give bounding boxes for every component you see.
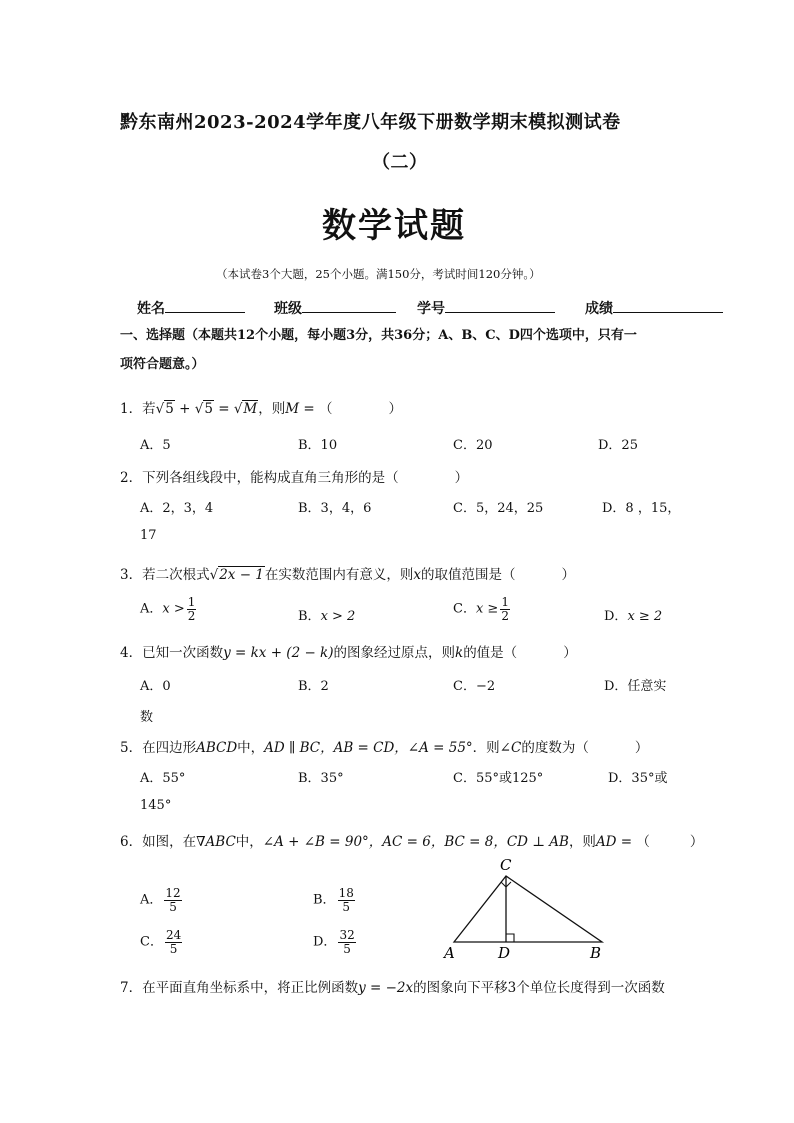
q3-option-c[interactable] <box>453 596 512 622</box>
q4-option-d-continued: 数 <box>140 710 154 725</box>
q6-option-d[interactable] <box>313 929 358 955</box>
section-heading-line-1: 一、选择题（本题共12个小题，每小题3分，共36分；A、B、C、D四个选项中，只有一 <box>120 328 637 343</box>
q3-b-label: B． <box>298 609 321 624</box>
score-blank[interactable] <box>613 298 723 313</box>
q4-number: 4． <box>120 645 143 661</box>
q3-b-expr: x > 2 <box>320 609 356 624</box>
question-7 <box>120 976 665 996</box>
q7-text-a: 在平面直角坐标系中，将正比例函数 <box>142 980 359 996</box>
q2-option-a[interactable]: A．2，3，4 <box>140 501 214 516</box>
vertex-label-d: D <box>498 944 511 962</box>
denominator: 5 <box>169 941 178 956</box>
q5-conditions: AD ∥ BC，AB = CD，∠A = 55° <box>264 740 473 756</box>
q7-number: 7． <box>120 980 143 996</box>
q4-text-a: 已知一次函数 <box>142 645 224 661</box>
q3-number: 3． <box>120 567 143 583</box>
exam-note: （本试卷3个大题，25个小题。满150分，考试时间120分钟。） <box>216 267 541 281</box>
q4-text-c: 的值是（ <box>463 645 518 661</box>
q5-text-d: 的度数为（ <box>521 740 589 756</box>
score-field <box>585 298 723 318</box>
q6-b-label: B． <box>313 892 336 908</box>
numerator: 1 <box>501 595 509 609</box>
question-4 <box>120 641 577 661</box>
denominator: 5 <box>343 941 351 956</box>
question-5 <box>120 736 648 756</box>
numerator: 32 <box>339 928 355 942</box>
q2-text: 下列各组线段中，能构成直角三角形的是（ <box>142 470 399 486</box>
q1-radicand-a: 5 <box>165 401 174 417</box>
sqrt-symbol: √ <box>194 401 204 417</box>
vertex-label-c: C <box>500 856 512 874</box>
q5-option-d-continued: 145° <box>140 798 172 813</box>
q5-close: ） <box>634 740 649 756</box>
question-3 <box>120 563 575 583</box>
q4-close: ） <box>563 645 577 661</box>
q3-option-d[interactable] <box>604 605 662 624</box>
q5-shape: ABCD <box>196 740 238 756</box>
q1-radicand-m: M <box>243 401 258 417</box>
name-label: 姓名 <box>137 301 165 317</box>
triangle-abc <box>454 876 602 942</box>
q6-text-b: 中， <box>235 834 263 850</box>
q6-text-a: 如图，在 <box>142 834 197 850</box>
denominator: 5 <box>342 899 351 914</box>
q6-a-label: A． <box>140 892 163 908</box>
q4-option-b[interactable]: B．2 <box>298 679 329 694</box>
q3-a-expr: x > <box>162 601 185 617</box>
q4-var: k <box>455 645 464 661</box>
fraction <box>164 887 181 913</box>
q1-close: ） <box>388 401 402 417</box>
q1-number: 1． <box>120 401 143 417</box>
class-field <box>274 298 396 318</box>
denominator: 2 <box>187 608 196 623</box>
q7-text-b: 的图象向下平移3个单位长度得到一次函数 <box>413 980 665 996</box>
q5-number: 5． <box>120 740 143 756</box>
right-angle-mark-d <box>506 934 514 942</box>
q6-close: ） <box>689 834 704 850</box>
q6-triangle: ∇ABC <box>196 834 236 850</box>
student-id-field <box>417 298 555 318</box>
q5-option-a[interactable]: A．55° <box>140 771 186 786</box>
q3-text-b: 在实数范围内有意义，则 <box>264 567 414 583</box>
student-id-label: 学号 <box>417 301 445 317</box>
q1-plus: + <box>174 401 195 417</box>
q1-equals: = <box>213 401 234 417</box>
q4-option-a[interactable]: A．0 <box>140 679 171 694</box>
q1-option-a[interactable]: A．5 <box>140 438 171 453</box>
sqrt-symbol: √ <box>209 567 219 583</box>
q5-option-d[interactable]: D．35°或 <box>608 771 668 786</box>
name-field <box>137 298 245 318</box>
fraction <box>338 929 355 955</box>
q7-expr: y = −2x <box>358 980 414 996</box>
vertex-label-b: B <box>590 944 602 962</box>
q6-c-label: C． <box>140 934 163 950</box>
q2-option-d-continued: 17 <box>140 528 157 543</box>
q3-a-label: A． <box>140 601 163 617</box>
q5-angle: ∠C <box>499 740 522 756</box>
q6-option-c[interactable] <box>140 929 184 955</box>
q3-option-b[interactable] <box>298 605 355 624</box>
title-line-2: （二） <box>372 152 428 173</box>
q4-expr: y = kx + (2 − k) <box>223 645 334 661</box>
q3-text-c: 的取值范围是（ <box>421 567 516 583</box>
sqrt-symbol: √ <box>155 401 165 417</box>
question-2 <box>120 466 468 486</box>
q5-option-c[interactable]: C．55°或125° <box>453 771 544 786</box>
q6-option-a[interactable] <box>140 887 184 913</box>
denominator: 5 <box>169 899 177 914</box>
numerator: 1 <box>187 595 196 609</box>
q6-d-label: D． <box>313 934 337 950</box>
q3-d-expr: x ≥ 2 <box>627 609 663 624</box>
q5-text-c: ．则 <box>472 740 500 756</box>
q1-radicand-b: 5 <box>204 401 213 417</box>
title-line-1: 黔东南州2023-2024学年度八年级下册数学期末模拟测试卷 <box>120 112 621 133</box>
vertex-label-a: A <box>444 944 455 962</box>
q2-number: 2． <box>120 470 143 486</box>
class-blank[interactable] <box>302 298 396 313</box>
q6-option-b[interactable] <box>313 887 357 913</box>
q1-option-c[interactable]: C．20 <box>453 438 493 453</box>
q4-text-b: 的图象经过原点，则 <box>333 645 455 661</box>
q3-c-label: C． <box>453 601 476 617</box>
q3-c-expr: x ≥ <box>475 601 499 617</box>
question-1 <box>120 397 402 417</box>
triangle-figure <box>440 854 610 962</box>
q6-text-d: = （ <box>616 834 650 850</box>
name-blank[interactable] <box>165 298 245 313</box>
q2-close: ） <box>454 470 469 486</box>
q3-text-a: 若二次根式 <box>142 567 210 583</box>
score-label: 成绩 <box>585 301 613 317</box>
fraction <box>165 929 182 955</box>
q2-option-b[interactable]: B．3，4，6 <box>298 501 372 516</box>
q1-text-c: = （ <box>299 401 333 417</box>
q3-option-a[interactable] <box>140 596 198 622</box>
section-heading-line-2: 项符合题意。） <box>120 357 205 372</box>
denominator: 2 <box>501 608 509 623</box>
q6-number: 6． <box>120 834 143 850</box>
student-id-blank[interactable] <box>445 298 555 313</box>
q3-d-label: D． <box>604 609 628 624</box>
numerator: 24 <box>165 928 182 942</box>
question-6 <box>120 830 703 850</box>
q2-option-d[interactable]: D．8 ，15， <box>602 501 681 516</box>
q5-option-b[interactable]: B．35° <box>298 771 344 786</box>
numerator: 12 <box>165 886 181 900</box>
q1-var: M <box>285 401 300 417</box>
fraction <box>187 596 197 622</box>
q6-text-c: ，则 <box>568 834 596 850</box>
fraction <box>338 887 355 913</box>
sqrt-symbol: √ <box>233 401 243 417</box>
q1-option-d[interactable]: D．25 <box>598 438 638 453</box>
q3-close: ） <box>561 567 576 583</box>
q4-option-c[interactable]: C．−2 <box>453 679 496 694</box>
class-label: 班级 <box>274 301 302 317</box>
q2-option-c[interactable]: C．5，24，25 <box>453 501 544 516</box>
q5-text-b: 中， <box>237 740 265 756</box>
q3-radicand: 2x − 1 <box>219 567 264 583</box>
q1-option-b[interactable]: B．10 <box>298 438 338 453</box>
q5-text-a: 在四边形 <box>142 740 197 756</box>
q6-conditions: ∠A + ∠B = 90°，AC = 6，BC = 8，CD ⊥ AB <box>262 834 569 850</box>
main-title: 数学试题 <box>322 206 466 246</box>
q1-text: 若 <box>142 401 156 417</box>
q3-var: x <box>413 567 422 583</box>
fraction <box>500 596 510 622</box>
q6-ask: AD <box>595 834 617 850</box>
q1-text-b: ，则 <box>258 401 286 417</box>
q4-option-d[interactable]: D．任意实 <box>604 679 667 694</box>
numerator: 18 <box>338 886 354 900</box>
